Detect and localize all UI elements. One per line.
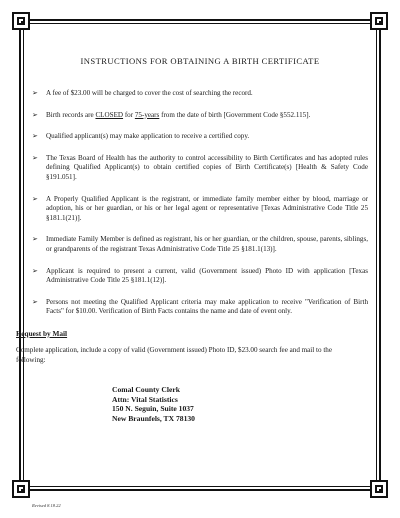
corner-ornament-bottom-right [370, 480, 388, 498]
address-line-3: 150 N. Seguin, Suite 1037 [112, 404, 194, 414]
instruction-item-verification: ➢ Persons not meeting the Qualified Applicant criteria may make application to receive "Verification of Birth Facts" for $10.00. Verification of Birth Facts contains the name and date of event only. [32, 297, 368, 316]
instruction-item-fee: ➢ A fee of $23.00 will be charged to cover the cost of searching the record. [32, 89, 253, 97]
corner-ornament-bottom-left [12, 480, 30, 498]
arrow-bullet-icon: ➢ [32, 266, 38, 275]
instruction-item-immediate-family: ➢ Immediate Family Member is defined as registrant, his or her guardian, or the children, spouse, parents, siblings, or grandparents of the registrant Texas Administrative Code Title 25 §181.1(13)]. [32, 235, 368, 253]
instruction-item-properly-qualified: ➢ A Properly Qualified Applicant is the registrant, or immediate family member either by blood, marriage or adoption, his or her guardian, or his or her legal agent or representative [Texas Administrative Code Title 25 §181.1(21)]. [32, 194, 368, 222]
arrow-bullet-icon: ➢ [32, 89, 38, 97]
mail-request-text: Complete application, include a copy of valid (Government issued) Photo ID, $23.00 search fee and mail to the following: [16, 345, 332, 364]
mailing-address [112, 385, 368, 423]
arrow-bullet-icon: ➢ [32, 194, 38, 203]
arrow-bullet-icon: ➢ [32, 132, 38, 141]
instruction-item-closed-records: ➢ Birth records are CLOSED for 75-years from the date of birth [Government Code §552.115]. [32, 110, 311, 119]
arrow-bullet-icon: ➢ [32, 110, 38, 119]
document-body [16, 56, 368, 423]
revision-note: Revised 8.18.22 [32, 503, 61, 508]
address-line-2: Attn: Vital Statistics [112, 394, 178, 404]
instruction-item-qualified-applicant: ➢ Qualified applicant(s) may make application to receive a certified copy. [32, 132, 250, 141]
address-line-4: New Braunfels, TX 78130 [112, 413, 195, 423]
instruction-item-board-of-health: ➢ The Texas Board of Health has the authority to control accessibility to Birth Certificates and has adopted rules defining Qualified Applicant(s) to obtain certified copies of Birth Certificate(s) [Health & Safety Code §191.051]. [32, 153, 368, 181]
arrow-bullet-icon: ➢ [32, 153, 38, 162]
arrow-bullet-icon: ➢ [32, 235, 38, 244]
corner-ornament-top-right [370, 12, 388, 30]
address-line-1: Comal County Clerk [112, 385, 180, 395]
instruction-item-photo-id: ➢ Applicant is required to present a current, valid (Government issued) Photo ID with application [Texas Administrative Code Title 25 §181.1(12)]. [32, 266, 368, 285]
instruction-list [32, 89, 368, 317]
document-title: INSTRUCTIONS FOR OBTAINING A BIRTH CERTIFICATE [80, 56, 320, 66]
corner-ornament-top-left [12, 12, 30, 30]
mail-request-heading: Request by Mail [16, 328, 68, 338]
arrow-bullet-icon: ➢ [32, 297, 38, 306]
